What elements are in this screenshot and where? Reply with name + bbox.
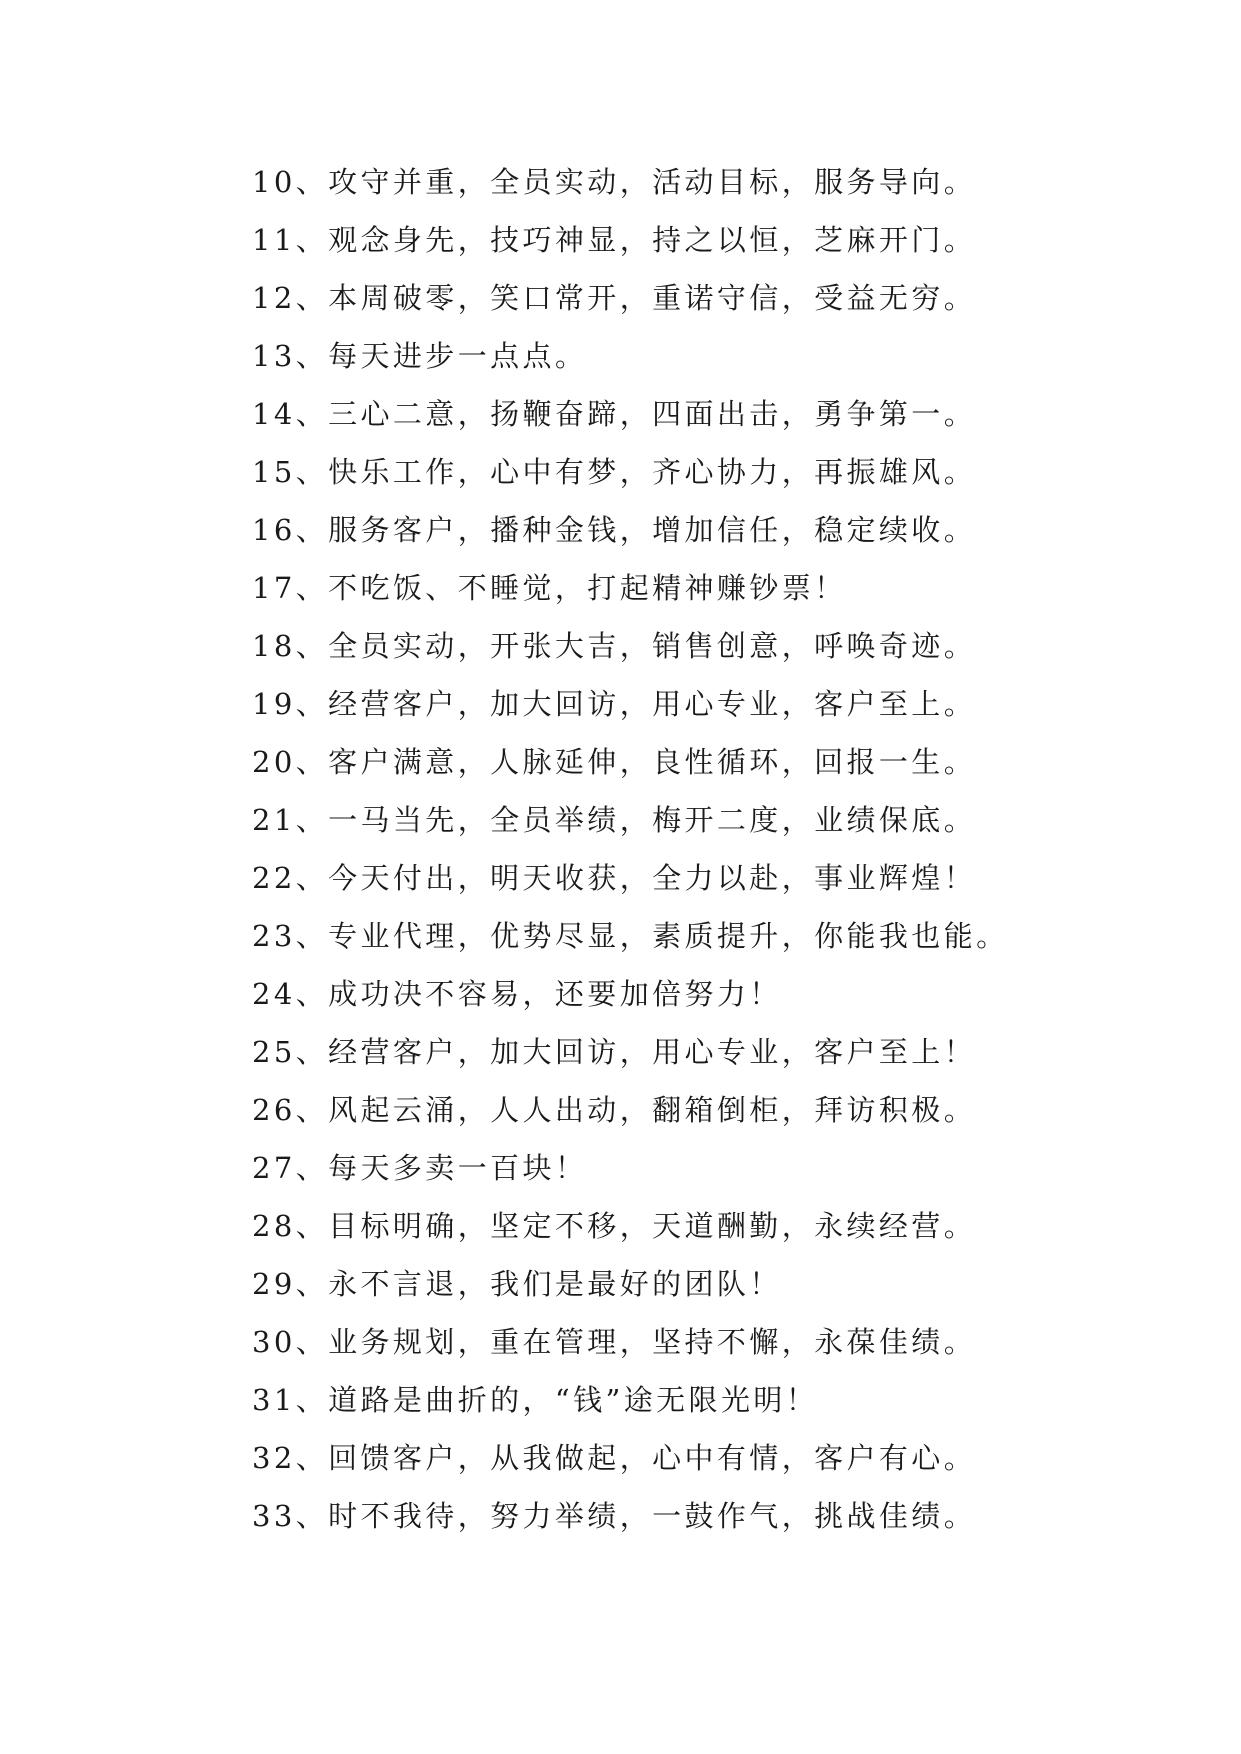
slogan-line: 11、观念身先，技巧神显，持之以恒，芝麻开门。 bbox=[252, 223, 977, 257]
slogan-line: 18、全员实动，开张大吉，销售创意，呼唤奇迹。 bbox=[252, 629, 977, 663]
slogan-line: 29、永不言退，我们是最好的团队！ bbox=[252, 1267, 782, 1301]
slogan-line: 30、业务规划，重在管理，坚持不懈，永葆佳绩。 bbox=[252, 1325, 977, 1359]
slogan-line: 31、道路是曲折的，“钱”途无限光明！ bbox=[252, 1383, 819, 1417]
slogan-line: 25、经营客户，加大回访，用心专业，客户至上！ bbox=[252, 1035, 977, 1069]
slogan-line: 27、每天多卖一百块！ bbox=[252, 1151, 588, 1185]
slogan-line: 10、攻守并重，全员实动，活动目标，服务导向。 bbox=[252, 165, 977, 199]
slogan-line: 23、专业代理，优势尽显，素质提升，你能我也能。 bbox=[252, 919, 1009, 953]
slogan-line: 21、一马当先，全员举绩，梅开二度，业绩保底。 bbox=[252, 803, 977, 837]
slogan-line: 26、风起云涌，人人出动，翻箱倒柜，拜访积极。 bbox=[252, 1093, 977, 1127]
slogan-list bbox=[252, 153, 1192, 1545]
slogan-line: 13、每天进步一点点。 bbox=[252, 339, 588, 373]
slogan-line: 14、三心二意，扬鞭奋蹄，四面出击，勇争第一。 bbox=[252, 397, 977, 431]
slogan-line: 16、服务客户，播种金钱，增加信任，稳定续收。 bbox=[252, 513, 977, 547]
slogan-line: 12、本周破零，笑口常开，重诺守信，受益无穷。 bbox=[252, 281, 977, 315]
slogan-line: 15、快乐工作，心中有梦，齐心协力，再振雄风。 bbox=[252, 455, 977, 489]
slogan-line: 19、经营客户，加大回访，用心专业，客户至上。 bbox=[252, 687, 977, 721]
slogan-line: 20、客户满意，人脉延伸，良性循环，回报一生。 bbox=[252, 745, 977, 779]
slogan-line: 33、时不我待，努力举绩，一鼓作气，挑战佳绩。 bbox=[252, 1499, 977, 1533]
slogan-line: 28、目标明确，坚定不移，天道酬勤，永续经营。 bbox=[252, 1209, 977, 1243]
slogan-line: 24、成功决不容易，还要加倍努力！ bbox=[252, 977, 782, 1011]
slogan-line: 32、回馈客户，从我做起，心中有情，客户有心。 bbox=[252, 1441, 977, 1475]
slogan-line: 17、不吃饭、不睡觉，打起精神赚钞票！ bbox=[252, 571, 847, 605]
slogan-line: 22、今天付出，明天收获，全力以赴，事业辉煌！ bbox=[252, 861, 977, 895]
